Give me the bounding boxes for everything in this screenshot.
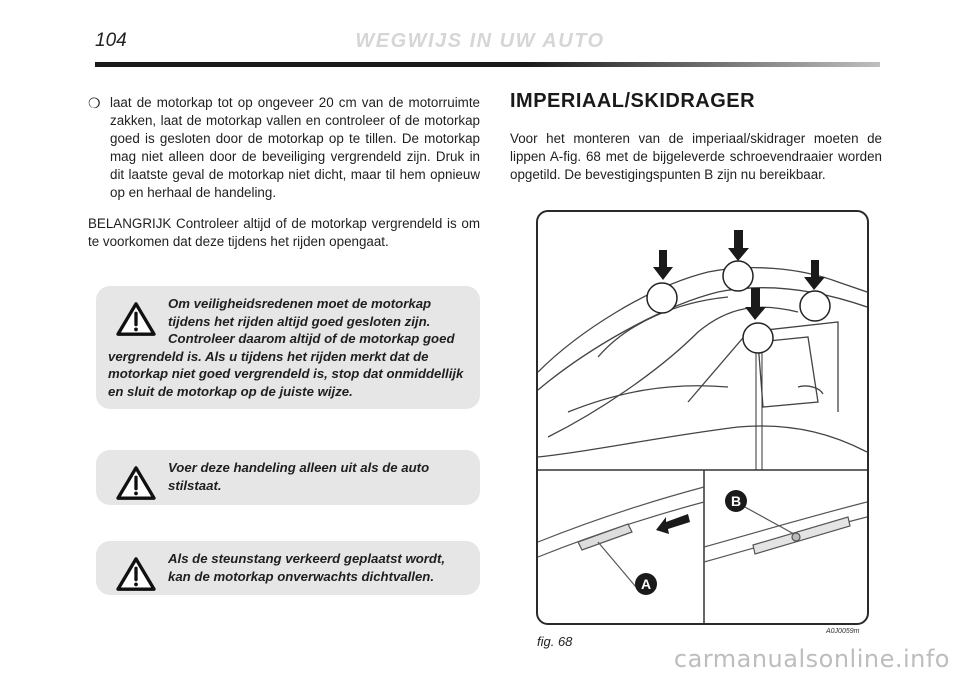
down-arrow-icon bbox=[745, 288, 766, 320]
warning-box-support-rod bbox=[96, 541, 480, 595]
header-title: WEGWIJS IN UW AUTO bbox=[355, 30, 605, 52]
watermark: carmanualsonline.info bbox=[673, 645, 950, 673]
mount-point-circle-2 bbox=[723, 261, 753, 291]
header-rule bbox=[95, 62, 880, 67]
bullet-text: laat de motorkap tot op ongeveer 20 cm van de motorruimte zakken, laat de motorkap vallen en controleer of de motorkap goed is gesloten door de motorkap op te tillen. De motorkap mag niet alleen door de beveiliging vergrendeld zijn. Druk in dit laatste geval de motorkap niet dicht, maar til hem opnieuw op en herhaal de handeling. bbox=[110, 95, 480, 200]
label-b-marker bbox=[725, 490, 747, 512]
figure-caption: fig. 68 bbox=[537, 634, 573, 649]
mount-point-circle-1 bbox=[647, 283, 677, 313]
down-arrow-icon bbox=[653, 250, 673, 280]
section-text: Voor het monteren van de imperiaal/skidrager moeten de lippen A-fig. 68 met de bijgeleverde schroevendraaier worden opgetild. De bevestigingspunten B zijn nu bereikbaar. bbox=[510, 131, 882, 182]
label-b: B bbox=[730, 493, 742, 509]
down-arrow-icon bbox=[804, 260, 825, 290]
warning-text-safety: Om veiligheidsredenen moet de motorkap tijdens het rijden altijd goed gesloten zijn. Controleer daarom altijd of de motorkap goed vergrendeld is. Als u tijdens het rijden merkt dat de motorkap niet goed vergrendeld is, stop dat onmiddellijk en sluit de motorkap op de juiste wijze. bbox=[108, 296, 464, 399]
figure-roof-rack bbox=[536, 210, 869, 625]
detail-a-drawing bbox=[538, 487, 704, 587]
figure-code: A0J0059m bbox=[826, 628, 860, 635]
warning-box-safety bbox=[96, 286, 480, 409]
important-note: BELANGRIJK Controleer altijd of de motorkap vergrendeld is om te voorkomen dat deze tijdens het rijden opengaat. bbox=[88, 216, 480, 249]
label-a: A bbox=[640, 576, 652, 592]
down-arrow-icon bbox=[728, 230, 749, 261]
warning-text-stationary: Voer deze handeling alleen uit als de auto stilstaat. bbox=[168, 460, 430, 493]
warning-box-stationary bbox=[96, 450, 480, 505]
roof-rack-illustration bbox=[538, 212, 867, 623]
detail-b-drawing bbox=[704, 502, 867, 562]
highlight-circles bbox=[647, 261, 830, 353]
mount-point-circle-4 bbox=[800, 291, 830, 321]
bullet-circle-icon: ❍ bbox=[88, 95, 101, 111]
section-title: IMPERIAAL/SKIDRAGER bbox=[510, 90, 756, 112]
left-arrow-icon bbox=[656, 514, 690, 534]
warning-triangle-icon bbox=[114, 465, 158, 501]
page-number: 104 bbox=[95, 30, 127, 51]
label-a-marker bbox=[635, 573, 657, 595]
warning-triangle-icon bbox=[114, 556, 158, 592]
mount-point-circle-3 bbox=[743, 323, 773, 353]
warning-triangle-icon bbox=[114, 301, 158, 337]
bullet-paragraph bbox=[88, 94, 480, 202]
warning-text-support-rod: Als de steunstang verkeerd geplaatst wordt, kan de motorkap onverwachts dichtvallen. bbox=[168, 551, 446, 584]
